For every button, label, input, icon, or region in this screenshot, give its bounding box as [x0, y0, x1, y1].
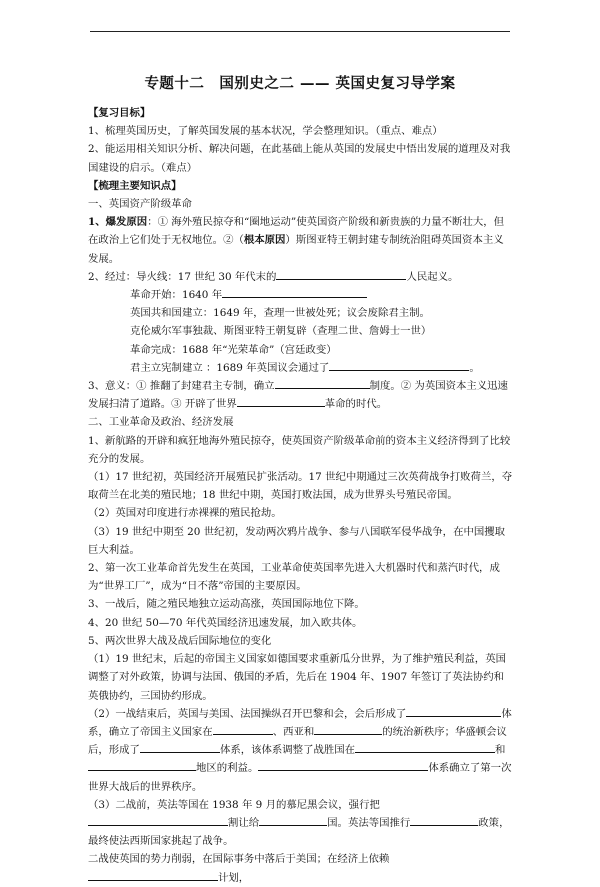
item-2-process: 2、经过：导火线：17 世纪 30 年代末的 人民起义。 — [88, 268, 513, 286]
point-5-2: （2）一战结束后，英国与美国、法国操纵召开巴黎和会，会后形成了 体系，确立了帝国主义国家在 、西亚和 的统治新秩序；华盛顿会议后，形成了 体系，该体系调整了战胜国在 和地区的利益。 体系确立了第一次世界大战后的世界秩序。 — [88, 705, 513, 796]
part-2-heading: 二、工业革命及政治、经济发展 — [88, 416, 234, 429]
fill-blank[interactable] — [258, 759, 428, 771]
fill-blank[interactable] — [222, 286, 367, 298]
fill-blank[interactable] — [410, 814, 478, 826]
point-5-3: （3）二战前，英法等国在 1938 年 9 月的慕尼黑会议，强行把割让给 国。英法等国推行 政策，最终使法西斯国家挑起了战争。 — [88, 798, 510, 848]
part-1-heading: 一、英国资产阶级革命 — [88, 198, 192, 211]
section-heading-goals: 【复习目标】 — [88, 107, 151, 119]
point-1-1: （1）17 世纪初，英国经济开展殖民扩张活动。17 世纪中期通过三次英荷战争打败荷兰，夺取荷兰在北美的殖民地；18 世纪中期，英国打败法国，成为世界头号殖民帝国。 — [88, 471, 513, 502]
fill-blank[interactable] — [88, 814, 228, 826]
fill-blank[interactable] — [140, 741, 220, 753]
item-1-causes: 1、爆发原因：① 海外殖民掠夺和“圈地运动”使英国资产阶级和新贵族的力量不断壮大，但在政治上它们处于无权地位。②（根本原因）斯图亚特王朝封建专制统治阻碍英国资本主义发展。 — [88, 216, 505, 265]
glorious-revolution: 革命完成：1688 年“光荣革命”（宫廷政变） — [130, 343, 337, 356]
goal-2: 2、能运用相关知识分析、解决问题，在此基础上能从英国的发展史中悟出发展的道理及对我国建设的启示。（难点） — [88, 143, 511, 174]
fill-blank[interactable] — [88, 759, 196, 771]
fill-blank[interactable] — [406, 705, 501, 717]
cromwell-restoration: 克伦威尔军事独裁、斯图亚特王朝复辟（查理二世、詹姆士一世） — [130, 325, 432, 338]
fill-blank[interactable] — [259, 814, 327, 826]
fill-blank[interactable] — [237, 395, 325, 407]
point-5-1: （1）19 世纪末，后起的帝国主义国家如德国要求重新瓜分世界，为了维护殖民利益，英国调整了对外政策，协调与法国、俄国的矛盾，先后在 1904 年、1907 年签订了英法协约和英俄协约，三国协约形成。 — [88, 653, 506, 702]
fill-blank[interactable] — [314, 723, 382, 735]
point-1: 1、新航路的开辟和疯狂地海外殖民掠夺，使英国资产阶级革命前的资本主义经济得到了比较充分的发展。 — [88, 434, 511, 465]
point-5-4: 二战使英国的势力削弱，在国际事务中落后于美国；在经济上依赖计划， — [88, 853, 390, 884]
point-5: 5、两次世界大战及战后国际地位的变化 — [88, 634, 272, 647]
point-3: 3、一战后，随之殖民地独立运动高涨，英国国际地位下降。 — [88, 598, 365, 611]
item-label: 1、爆发原因 — [88, 216, 148, 229]
fill-blank[interactable] — [276, 268, 406, 280]
item-3-significance: 3、意义：① 推翻了封建君主专制，确立 制度。② 为英国资本主义迅速发展扫清了道路。③ 开辟了世界 革命的时代。 — [88, 377, 513, 413]
header-rule — [90, 31, 510, 32]
fill-blank[interactable] — [88, 869, 218, 881]
page-title: 专题十二 国别史之二 —— 英国史复习导学案 — [144, 76, 456, 92]
fill-blank[interactable] — [213, 723, 273, 735]
fill-blank[interactable] — [329, 359, 469, 371]
point-1-3: （3）19 世纪中期至 20 世纪初，发动两次鸦片战争、参与八国联军侵华战争，在中国攫取巨大利益。 — [88, 525, 506, 556]
fill-blank[interactable] — [275, 377, 370, 389]
republic-established: 英国共和国建立：1649 年，查理一世被处死；议会废除君主制。 — [130, 307, 430, 320]
point-1-2: （2）英国对印度进行赤裸裸的殖民抢劫。 — [88, 507, 282, 520]
point-2: 2、第一次工业革命首先发生在英国，工业革命使英国率先进入大机器时代和蒸汽时代，成为“世界工厂”，成为“日不落”帝国的主要原因。 — [88, 562, 500, 593]
goal-1: 1、梳理英国历史，了解英国发展的基本状况，学会整理知识。（重点、难点） — [88, 125, 443, 138]
point-4: 4、20 世纪 50—70 年代英国经济迅速发展，加入欧共体。 — [88, 616, 363, 629]
section-heading-knowledge: 【梳理主要知识点】 — [88, 179, 182, 192]
root-cause-label: 根本原因 — [243, 234, 286, 247]
document-body — [88, 104, 513, 887]
fill-blank[interactable] — [355, 741, 495, 753]
constitutional-monarchy: 君主立宪制建立 ：1689 年英国议会通过了 。 — [88, 359, 513, 377]
revolution-start: 革命开始：1640 年 — [88, 286, 513, 304]
